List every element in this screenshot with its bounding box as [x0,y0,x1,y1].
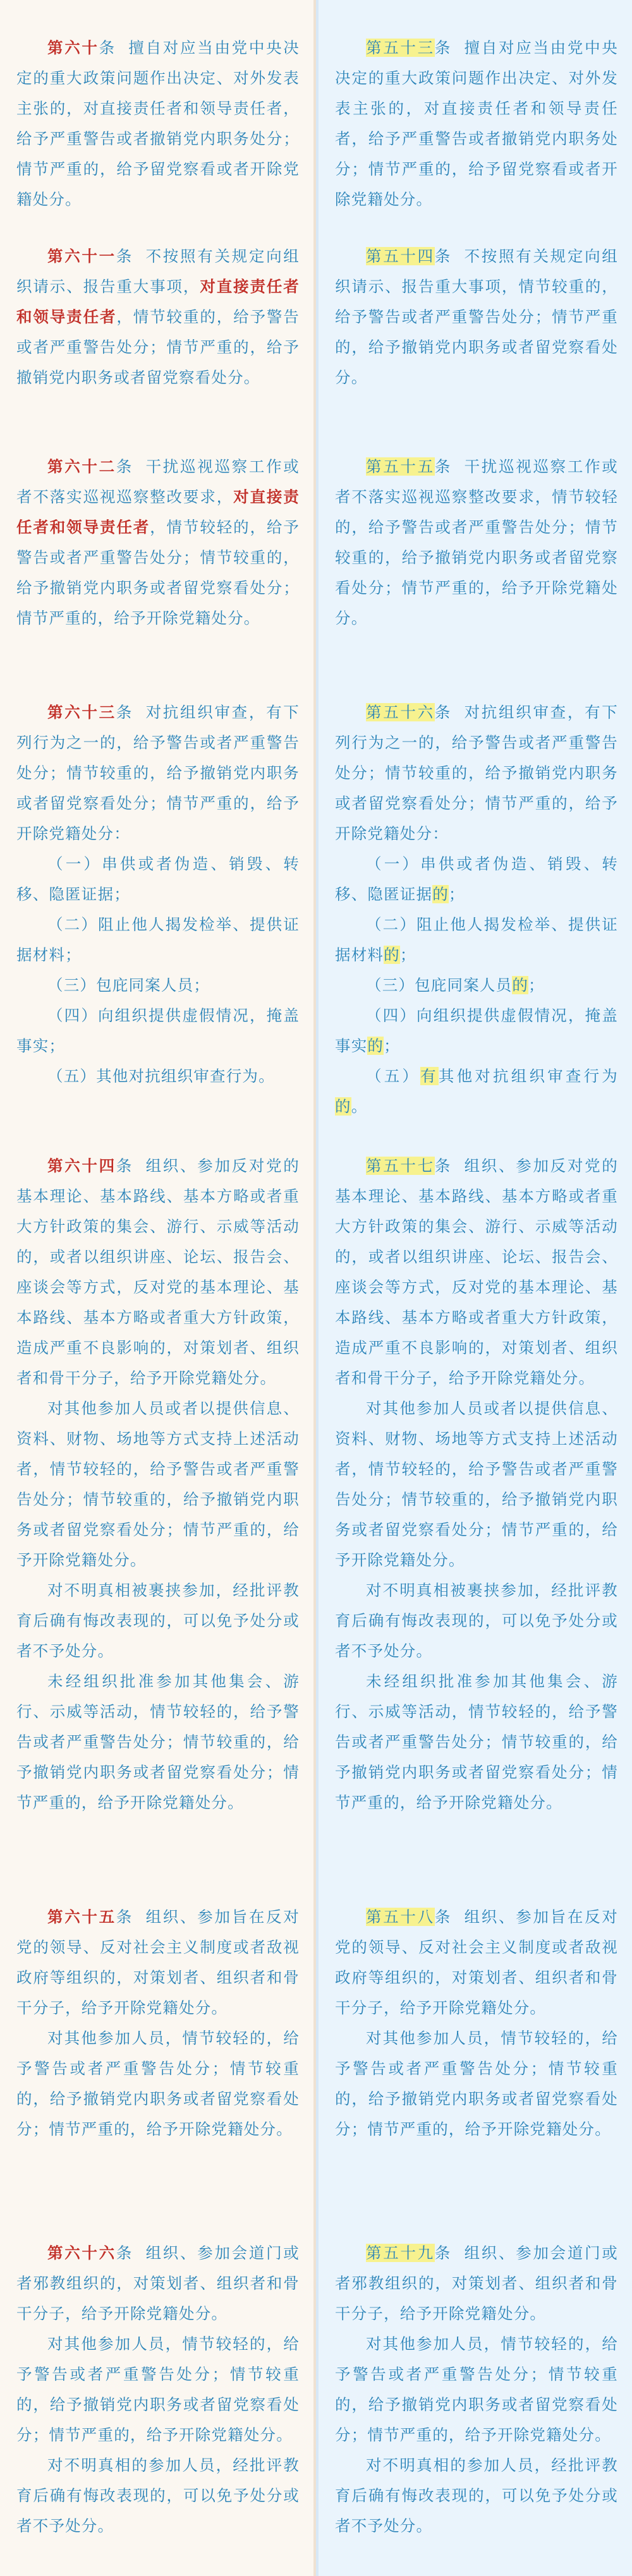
article-64-para-4: 未经组织批准参加其他集会、游行、示威等活动，情节较轻的，给予警告或者严重警告处分；情节较重的，给予撤销党内职务或者留党察看处分；情节严重的，给予开除党籍处分。 [16,1672,300,1812]
article-64-tiao: 条 [116,1157,134,1175]
article-57-para-3: 对不明真相被裹挟参加，经批评教育后确有悔改表现的，可以免予处分或者不予处分。 [335,1581,618,1660]
article-56-text: 对抗组织审查，有下列行为之一的，给予警告或者严重警告处分；情节较重的，给予撤销党内职务或者留党察看处分；情节严重的，给予开除党籍处分： [335,703,618,843]
article-56-item-1-highlight: 的 [432,885,449,903]
article-56-item-1-text: （一）串供或者伪造、销毁、转移、隐匿证据 [335,855,618,903]
article-56-item-4-text: （四）向组织提供虚假情况，掩盖事实 [335,1006,618,1055]
article-63-number: 第六十三 [47,703,116,721]
article-58-para-2: 对其他参加人员，情节较轻的，给予警告或者严重警告处分；情节较重的，给予撤销党内职务或者留党察看处分；情节严重的，给予开除党籍处分。 [335,2029,618,2138]
article-56 [319,697,632,1122]
article-63 [0,697,313,1092]
article-61-para-1 [16,241,300,393]
article-59-para-2: 对其他参加人员，情节较轻的，给予警告或者严重警告处分；情节较重的，给予撤销党内职务或者留党察看处分；情节严重的，给予开除党籍处分。 [335,2335,618,2444]
article-64-text: 组织、参加反对党的基本理论、基本路线、基本方略或者重大方针政策的集会、游行、示威等活动的，或者以组织讲座、论坛、报告会、座谈会等方式，反对党的基本理论、基本路线、基本方略或者重大方针政策，造成严重不良影响的，对策划者、组织者和骨干分子，给予开除党籍处分。 [16,1157,300,1387]
article-55-tiao: 条 [434,457,453,476]
article-55-number: 第五十五 [366,457,435,476]
article-63-item-4: （四）向组织提供虚假情况，掩盖事实； [16,1006,300,1055]
article-66-tiao: 条 [116,2244,134,2262]
article-57-text: 组织、参加反对党的基本理论、基本路线、基本方略或者重大方针政策的集会、游行、示威等活动的，或者以组织讲座、论坛、报告会、座谈会等方式，反对党的基本理论、基本路线、基本方略或者重大方针政策，造成严重不良影响的，对策划者、组织者和骨干分子，给予开除党籍处分。 [335,1157,618,1387]
article-54 [319,241,632,393]
article-59-para-1 [335,2238,618,2329]
article-66-number: 第六十六 [47,2244,116,2262]
article-58-text: 组织、参加旨在反对党的领导、反对社会主义制度或者敌视政府等组织的，对策划者、组织者和骨干分子，给予开除党籍处分。 [335,1908,618,2017]
article-65-para-2: 对其他参加人员，情节较轻的，给予警告或者严重警告处分；情节较重的，给予撤销党内职务或者留党察看处分；情节严重的，给予开除党籍处分。 [16,2029,300,2138]
article-56-item-1-end: ； [448,885,465,903]
article-56-item-3-highlight: 的 [512,976,529,994]
article-66-para-3: 对不明真相的参加人员，经批评教育后确有悔改表现的，可以免予处分或者不予处分。 [16,2456,300,2535]
article-55 [319,452,632,634]
article-56-item-5 [335,1061,618,1122]
article-58-number: 第五十八 [366,1908,435,1926]
article-63-item-2: （二）阻止他人揭发检举、提供证据材料； [16,915,300,964]
article-59-number: 第五十九 [366,2244,435,2262]
article-56-item-4-end: ； [384,1037,400,1055]
article-62-emphasis: 对直接责任者和领导责任者 [16,488,300,536]
article-60-text: 擅自对应当由党中央决定的重大政策问题作出决定、对外发表主张的，对直接责任者和领导责任者，给予严重警告或者撤销党内职务处分；情节严重的，给予留党察看或者开除党籍处分。 [16,39,300,208]
article-57-para-1 [335,1151,618,1393]
article-65 [0,1902,313,2145]
article-63-item-5: （五）其他对抗组织审查行为。 [47,1067,275,1085]
article-65-number: 第六十五 [47,1908,116,1926]
article-60 [0,33,313,215]
article-56-item-5-text-a: （五） [366,1067,421,1085]
article-62-tiao: 条 [116,457,134,476]
article-57-para-2: 对其他参加人员或者以提供信息、资料、财物、场地等方式支持上述活动者，情节较轻的，给予警告或者严重警告处分；情节较重的，给予撤销党内职务或者留党察看处分；情节严重的，给予开除党籍处分。 [335,1399,618,1569]
article-56-item-5-text-b: 其他对抗组织审查行为 [438,1067,619,1085]
article-58 [319,1902,632,2145]
article-61-tiao: 条 [116,247,134,265]
article-54-number: 第五十四 [366,247,435,265]
article-56-item-3-text: （三）包庇同案人员 [366,976,513,994]
article-53-number: 第五十三 [366,39,435,57]
article-56-para-1 [335,697,618,849]
article-55-para-1 [335,452,618,634]
article-62-number: 第六十二 [47,457,116,476]
article-54-tiao: 条 [434,247,453,265]
article-56-item-2-highlight: 的 [384,946,400,964]
article-58-tiao: 条 [434,1908,453,1926]
article-56-tiao: 条 [434,703,453,721]
article-59-para-3: 对不明真相的参加人员，经批评教育后确有悔改表现的，可以免予处分或者不予处分。 [335,2456,618,2535]
article-66-text: 组织、参加会道门或者邪教组织的，对策划者、组织者和骨干分子，给予开除党籍处分。 [16,2244,300,2323]
article-56-number: 第五十六 [366,703,435,721]
article-62 [0,452,313,634]
article-53-text: 擅自对应当由党中央决定的重大政策问题作出决定、对外发表主张的，对直接责任者和领导责任者，给予严重警告或者撤销党内职务处分；情节严重的，给予留党察看或者开除党籍处分。 [335,39,618,208]
article-56-item-5-highlight-b: 的 [335,1097,351,1116]
article-63-para-1 [16,697,300,849]
article-56-item-2-end: ； [399,946,416,964]
article-56-item-2 [335,910,618,970]
article-53-para-1 [335,33,618,215]
article-63-tiao: 条 [116,703,134,721]
article-54-text: 不按照有关规定向组织请示、报告重大事项，情节较重的，给予警告或者严重警告处分；情节严重的，给予撤销党内职务或者留党察看处分。 [335,247,618,387]
article-53 [319,33,632,215]
article-66-para-2: 对其他参加人员，情节较轻的，给予警告或者严重警告处分；情节较重的，给予撤销党内职务或者留党察看处分；情节严重的，给予开除党籍处分。 [16,2335,300,2444]
article-63-item-1: （一）串供或者伪造、销毁、转移、隐匿证据； [16,855,300,903]
article-55-text: 干扰巡视巡察工作或者不落实巡视巡察整改要求，情节较轻的，给予警告或者严重警告处分；情节较重的，给予撤销党内职务或者留党察看处分；情节严重的，给予开除党籍处分。 [335,457,618,627]
article-62-text-b: ，情节较轻的，给予警告或者严重警告处分；情节较重的，给予撤销党内职务或者留党察看处分；情节严重的，给予开除党籍处分。 [16,518,300,627]
article-54-para-1 [335,241,618,393]
article-60-para-1 [16,33,300,215]
article-64-para-1 [16,1151,300,1393]
article-62-para-1 [16,452,300,634]
article-61-emphasis: 对直接责任者和领导责任者 [16,277,300,326]
article-64-number: 第六十四 [47,1157,116,1175]
article-64-para-3: 对不明真相被裹挟参加，经批评教育后确有悔改表现的，可以免予处分或者不予处分。 [16,1581,300,1660]
article-63-text: 对抗组织审查，有下列行为之一的，给予警告或者严重警告处分；情节较重的，给予撤销党内职务或者留党察看处分；情节严重的，给予开除党籍处分： [16,703,300,843]
article-56-item-5-end: 。 [351,1097,368,1116]
article-61-text-b: ，情节较重的，给予警告或者严重警告处分；情节严重的，给予撤销党内职务或者留党察看处分。 [16,308,300,387]
article-65-tiao: 条 [116,1908,134,1926]
right-column [316,0,632,2576]
article-61-number: 第六十一 [47,247,116,265]
article-66 [0,2238,313,2541]
article-59-text: 组织、参加会道门或者邪教组织的，对策划者、组织者和骨干分子，给予开除党籍处分。 [335,2244,618,2323]
article-59 [319,2238,632,2541]
article-66-para-1 [16,2238,300,2329]
article-56-item-1 [335,849,618,910]
article-64-para-2: 对其他参加人员或者以提供信息、资料、财物、场地等方式支持上述活动者，情节较轻的，给予警告或者严重警告处分；情节较重的，给予撤销党内职务或者留党察看处分；情节严重的，给予开除党籍处分。 [16,1399,300,1569]
article-63-item-3: （三）包庇同案人员； [47,976,210,994]
article-57-para-4: 未经组织批准参加其他集会、游行、示威等活动，情节较轻的，给予警告或者严重警告处分；情节较重的，给予撤销党内职务或者留党察看处分；情节严重的，给予开除党籍处分。 [335,1672,618,1812]
article-60-tiao: 条 [99,39,116,57]
article-61-text-a: 不按照有关规定向组织请示、报告重大事项， [16,247,300,296]
article-65-text: 组织、参加旨在反对党的领导、反对社会主义制度或者敌视政府等组织的，对策划者、组织者和骨干分子，给予开除党籍处分。 [16,1908,300,2017]
article-56-item-3 [335,970,618,1001]
article-62-text-a: 干扰巡视巡察工作或者不落实巡视巡察整改要求， [16,457,300,506]
article-56-item-3-end: ； [528,976,545,994]
article-56-item-2-text: （二）阻止他人揭发检举、提供证据材料 [335,915,618,964]
article-57-number: 第五十七 [366,1157,435,1175]
article-60-number: 第六十 [47,39,99,57]
article-53-tiao: 条 [434,39,453,57]
article-56-item-5-highlight-a: 有 [420,1067,439,1085]
article-61 [0,241,313,393]
article-56-item-4-highlight: 的 [367,1037,384,1055]
article-58-para-1 [335,1902,618,2023]
article-57 [319,1151,632,1818]
article-59-tiao: 条 [434,2244,453,2262]
article-57-tiao: 条 [434,1157,453,1175]
article-65-para-1 [16,1902,300,2023]
article-64 [0,1151,313,1818]
article-56-item-4 [335,1001,618,1061]
